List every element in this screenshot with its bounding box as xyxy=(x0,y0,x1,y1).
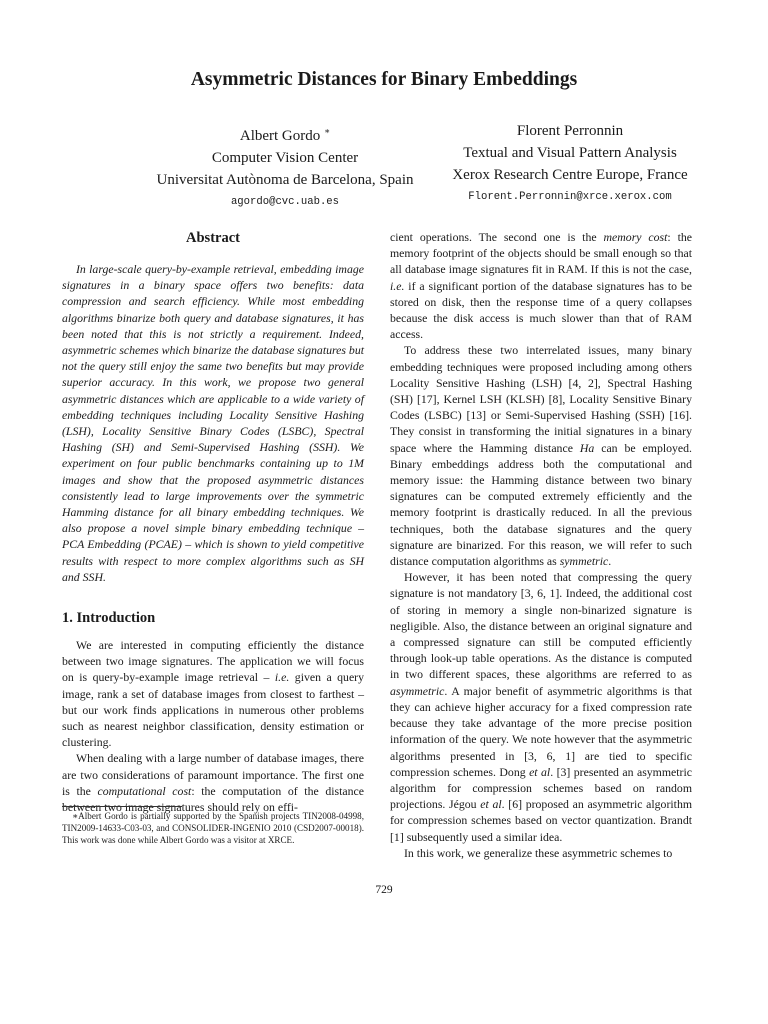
footnote-text: ∗Albert Gordo is partially supported by the Spanish projects TIN2008-04998, TIN2009-14633-C03-03, and CONSOLIDER-INGENIO 2010 (CSD2007-00018). This work was done while Albert Gordo was a visitor at XRCE. xyxy=(62,811,364,846)
section-heading-introduction: 1. Introduction xyxy=(62,610,156,627)
abstract-text: In large-scale query-by-example retrieval, embedding image signatures in a binary space offers two benefits: data compression and search efficiency. While most embedding algorithms binarize both query and database signatures, it has been noted that this is not strictly a requirement. Indeed, asymmetric schemes which binarize the database signatures but not the query still enjoy the same two benefits but may provide superior accuracy. In this work, we propose two general asymmetric distances which are applicable to a wide variety of embedding techniques including Locality Sensitive Hashing (LSH), Locality Sensitive Binary Codes (LSBC), Spectral Hashing (SH) and Semi-Supervised Hashing (SSH). We experiment on four public benchmarks containing up to 1M images and show that the proposed asymmetric distances consistently lead to large improvements over the symmetric Hamming distance for all binary embedding techniques. We also propose a novel simple binary embedding technique – PCA Embedding (PCAE) – which is shown to yield competitive results with respect to more complex algorithms such as SH and SSH. xyxy=(62,262,364,584)
author-email[interactable]: Florent.Perronnin@xrce.xerox.com xyxy=(468,191,672,203)
author-institution: Universitat Autònoma de Barcelona, Spain xyxy=(156,172,414,188)
intro-paragraph-2: When dealing with a large number of database images, there are two considerations of paramount importance. The first one is the computational cost: the computation of the distance between two image signatures should rely on effi- xyxy=(62,751,364,815)
right-column xyxy=(390,229,692,861)
author-institution: Xerox Research Centre Europe, France xyxy=(452,167,688,183)
author-block-perronnin xyxy=(360,120,768,205)
author-affiliation: Computer Vision Center xyxy=(211,150,359,166)
author-name: Albert Gordo xyxy=(239,128,321,144)
intro-paragraph-3: cient operations. The second one is the memory cost: the memory footprint of the objects should be small enough so that all database image signatures fit in RAM. If this is not the case, i.e. if a significant portion of the database signatures has to be stored on disk, then the response time of a query collapses because the disk access is much slower than that of RAM access. xyxy=(390,230,693,342)
intro-paragraph-1: We are interested in computing efficiently the distance between two image signatures. The application we will focus on is query-by-example image retrieval – i.e. given a query image, rank a set of database images from closest to farthest – but our work finds applications in numerous other problems such as nearest neighbor classification, density estimation or clustering. xyxy=(62,638,365,750)
author-affiliation: Textual and Visual Pattern Analysis xyxy=(463,145,677,161)
footnote-rule xyxy=(62,806,182,807)
left-column xyxy=(62,229,364,815)
author-email[interactable]: agordo@cvc.uab.es xyxy=(230,196,340,208)
abstract-heading: Abstract xyxy=(186,230,240,246)
hamming-symbol: Ha xyxy=(579,440,595,455)
author-name: Florent Perronnin xyxy=(516,123,624,139)
intro-paragraph-4: To address these two interrelated issues, many binary embedding techniques were proposed including among others Locality Sensitive Hashing (LSH) [4, 2], Spectral Hashing (SH) [17], Kernel LSH (KLSH) [8], Locality Sensitive Binary Codes (LSBC) [13] or Semi-Supervised Hashing (SSH) [16]. They consist in transforming the initial signatures in a binary space where the Hamming distance Ha can be employed. Binary embeddings address both the computational and memory issue: the Hamming distance between two binary signatures can be computed extremely efficiently and the memory footprint is drastically reduced. In all the previous techniques, both the database signatures and the query signature are binarized. For this reason, we will refer to such distance computation algorithms as symmetric. xyxy=(390,343,693,569)
author-footnote-mark: ∗ xyxy=(324,126,331,136)
page-number: 729 xyxy=(375,884,393,896)
paper-title: Asymmetric Distances for Binary Embeddings xyxy=(190,69,578,90)
footnote xyxy=(62,810,364,847)
intro-paragraph-6: In this work, we generalize these asymmetric schemes to xyxy=(404,845,673,860)
intro-paragraph-5: However, it has been noted that compressing the query signature is not mandatory [3, 6, 1]. Indeed, the additional cost of storing in memory a single non-binarized signature is negligible. Also, the distance between an original signature and a compressed signature can still be computed efficiently through look-up table operations. As the distance is computed in two different spaces, these algorithms are referred to as asymmetric. A major benefit of asymmetric algorithms is that they can achieve higher accuracy for a fixed compression rate because they take advantage of the more precise position information of the query. We note however that the asymmetric algorithms presented in [3, 6, 1] are tied to specific compression schemes. Dong et al. [3] presented an asymmetric algorithm for compression schemes based on random projections. Jégou et al. [6] proposed an asymmetric algorithm for compression schemes based on vector quantization. Brandt [1] subsequently used a similar idea. xyxy=(390,570,693,844)
abstract-body xyxy=(62,261,364,585)
